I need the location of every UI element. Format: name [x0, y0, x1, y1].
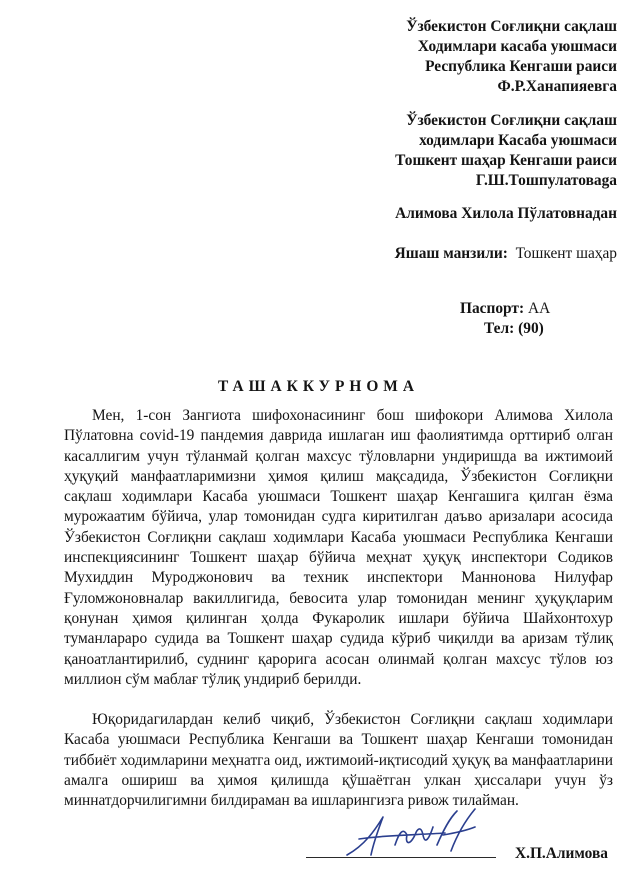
recipient-1-line-1: Ўзбекистон Соғлиқни сақлаш: [406, 18, 617, 35]
phone-line: [484, 320, 544, 338]
residence-label: Яшаш манзили:: [394, 245, 508, 262]
paragraph-2-line: тиббиёт ходимларини меҳнатга оид, ижтимоий-иқтисодий ҳуқуқ ва манфаатларини: [64, 751, 613, 769]
recipient-2-line-1: Ўзбекистон Соғлиқни сақлаш: [406, 112, 617, 129]
paragraph-1-line: касаллигим учун тўланмай қолган махсус тўловларни ундиришда ва ижтимоий: [64, 447, 613, 465]
recipient-1-line-2: Ходимлари касаба уюшмаси: [417, 38, 617, 55]
recipient-2-line-3: Тошкент шаҳар Кенгаши раиси: [395, 152, 617, 169]
paragraph-2-line: миннатдорчилигимни билдираман ва ишларингизга ривож тилайман.: [64, 792, 519, 810]
paragraph-1-line: сақлаш ходимлари Касаба уюшмаси Тошкент шаҳар Кенгашига қилган ёзма: [64, 488, 613, 506]
residence-line: [395, 245, 617, 263]
paragraph-1-line: Ғуломжоновналар вакиллигида, бевосита улар томонидан менинг ҳуқуқларим: [64, 589, 613, 607]
paragraph-1-line: туманлараро судида ва Тошкент шаҳар судида кўриб чиқилди ва аризам тўлиқ: [64, 630, 613, 648]
signature-line: [306, 857, 496, 858]
paragraph-2: [64, 710, 613, 811]
document-title: ТАШАККУРНОМА: [218, 378, 419, 395]
phone-value: (90): [518, 320, 544, 337]
phone-label: Тел:: [484, 320, 515, 337]
paragraph-1-line: инспекциясининг Тошкент шаҳар бўйича меҳнат ҳуқуқ инспектори Содиков: [64, 549, 613, 567]
handwritten-signature: [325, 805, 495, 865]
paragraph-1: [64, 406, 613, 690]
paragraph-1-line: қаноатлантирилиб, суднинг қарорига асосан олинмай қолган махсус тўлов юз: [64, 650, 613, 668]
paragraph-2-line: амалга ошириш ва ҳимоя қилишда қўшаётган улкан ҳиссалари учун ўз: [64, 771, 613, 789]
paragraph-1-line: Пўлатовна covid-19 пандемия даврида ишлаган иш фаолиятимда орттириб олган: [64, 427, 613, 445]
paragraph-1-line: қонунан ҳимоя қилинган ҳолда Фукаролик ишлари бўйича Шайхонтохур: [64, 609, 613, 627]
recipient-block-1: [406, 17, 617, 97]
residence-value: Тошкент шаҳар: [515, 245, 617, 262]
recipient-1-name: Ф.Р.Ханапияевга: [497, 78, 617, 95]
paragraph-1-line: мурожаатим бўйича, улар томонидан судга киритилган даъво аризалари асосида: [64, 508, 613, 526]
paragraph-1-line: Мен, 1-сон Зангиота шифохонасининг бош шифокори Алимова Хилола: [92, 407, 613, 424]
paragraph-1-line: Мухиддин Мурoджонович ва техник инспектори Маннонова Нилуфар: [64, 569, 613, 587]
passport-value: АА: [527, 300, 551, 317]
paragraph-1-line: миллион сўм маблағ тўлиқ ундириб берилди.: [64, 670, 362, 688]
recipient-block-2: [395, 111, 617, 191]
passport-label: Паспорт:: [460, 300, 525, 317]
paragraph-1-line: ҳуқуқий манфаатларимизни ҳимоя қилиш мақсадида, Ўзбекистон Соғлиқни: [64, 467, 613, 485]
passport-line: [460, 300, 550, 318]
recipient-2-name: Г.Ш.Тошпулатоваga: [475, 172, 617, 189]
recipient-2-line-2: ходимлари Касаба уюшмаси: [419, 132, 617, 149]
signature-name: Х.П.Алимова: [515, 845, 608, 862]
paragraph-1-line: Ўзбекистон Соғлиқни сақлаш ходимлари Касаба уюшмаси Республика Кенгаши: [64, 528, 613, 546]
sender-name: Алимова Хилола Пўлатовнадан: [395, 205, 617, 222]
paragraph-2-line: Юқоридагилардан келиб чиқиб, Ўзбекистон Соғлиқни сақлаш ходимлари: [92, 711, 613, 728]
recipient-1-line-3: Республика Кенгаши раиси: [425, 58, 617, 75]
paragraph-2-line: Касаба уюшмаси Республика Кенгаши ва Тошкент шаҳар Кенгаши томонидан: [64, 731, 613, 749]
